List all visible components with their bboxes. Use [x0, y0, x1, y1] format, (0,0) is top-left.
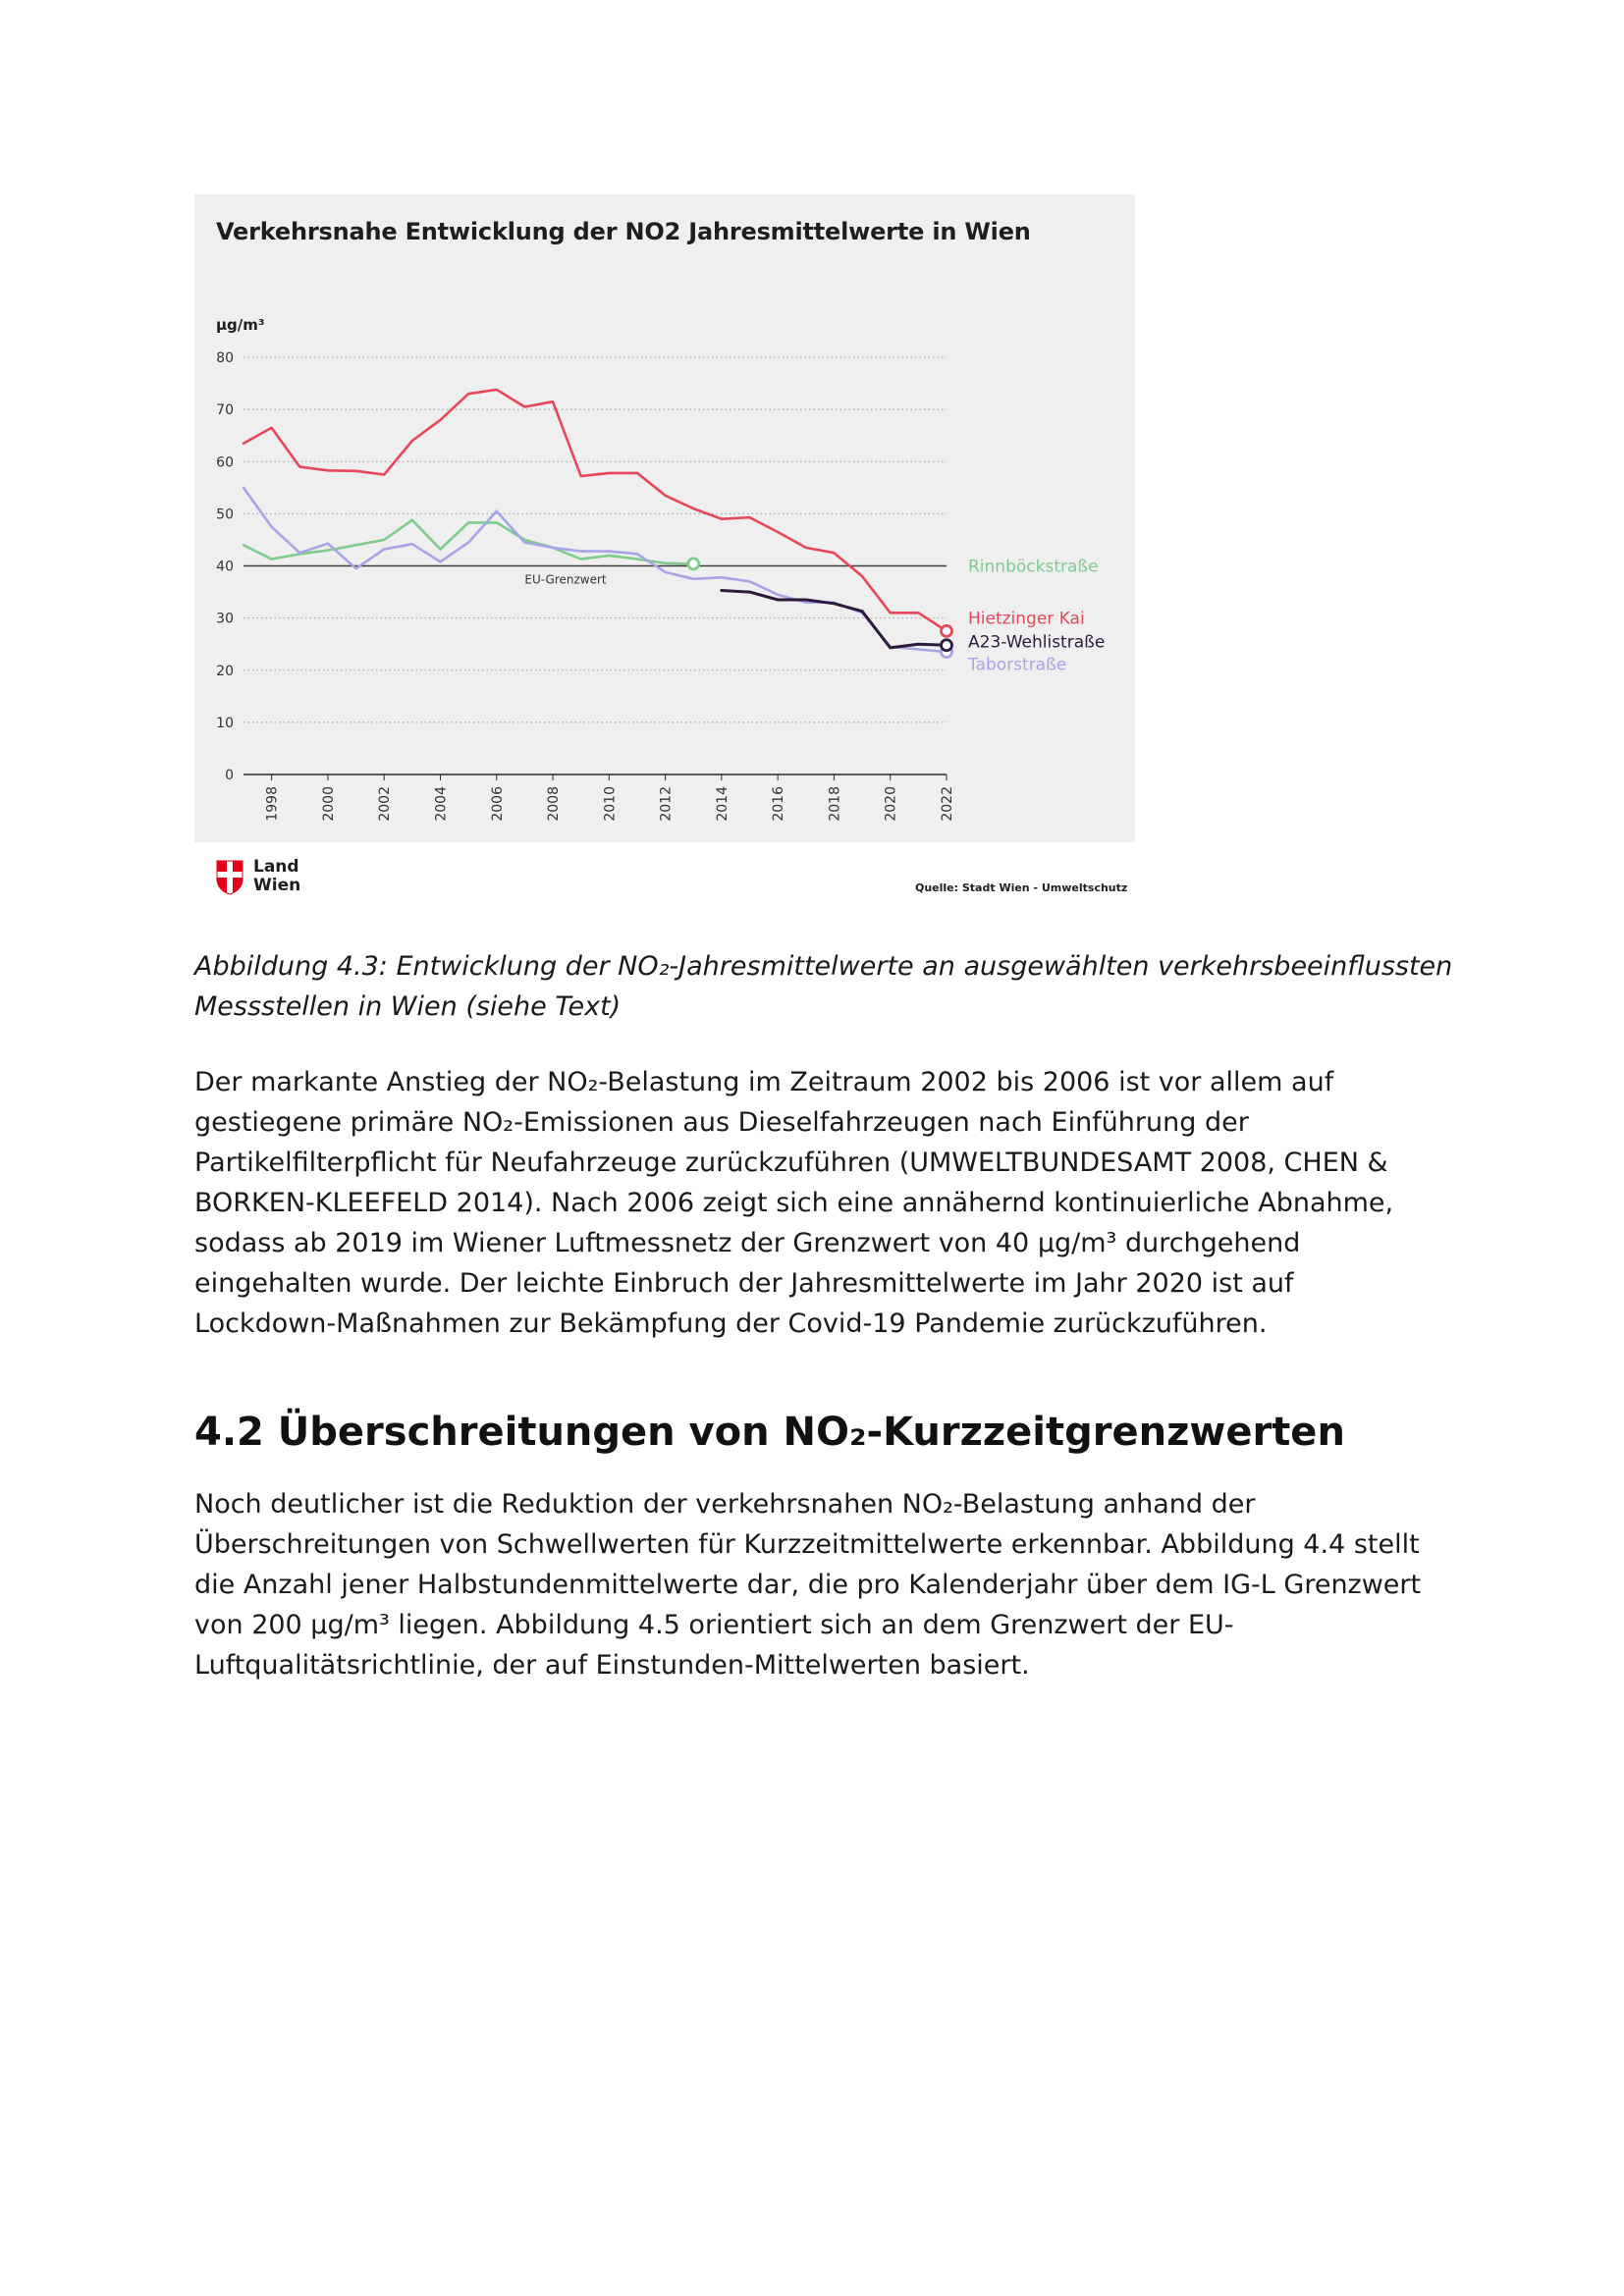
paragraph-1 — [194, 1062, 1471, 1344]
vienna-shield-icon — [216, 860, 244, 895]
caption-line: Abbildung 4.3: Entwicklung der NO₂-Jahresmittelwerte an ausgewählten verkehrsbeeinflussten — [194, 951, 1453, 982]
x-tick-label: 2022 — [940, 786, 955, 822]
paragraph-line: gestiegene primäre NO₂-Emissionen aus Dieselfahrzeugen nach Einführung der — [194, 1107, 1249, 1138]
y-tick-label: 10 — [216, 715, 234, 731]
x-tick-label: 2008 — [546, 786, 563, 822]
chart-title: Verkehrsnahe Entwicklung der NO2 Jahresmittelwerte in Wien — [216, 218, 1031, 245]
y-tick-label: 70 — [216, 402, 234, 419]
x-tick-label: 2018 — [827, 786, 843, 822]
x-tick-label: 2000 — [320, 786, 337, 822]
x-tick-label: 2020 — [883, 786, 899, 822]
x-tick-label: 2002 — [377, 786, 394, 822]
series-end-marker — [688, 559, 699, 569]
legend-label: Taborstraße — [968, 655, 1067, 675]
paragraph-2 — [194, 1484, 1471, 1685]
chart-source: Quelle: Stadt Wien - Umweltschutz — [915, 881, 1128, 894]
chart-figure — [194, 194, 1135, 842]
y-tick-label: 20 — [216, 663, 234, 679]
reference-line-label: EU-Grenzwert — [524, 572, 607, 587]
logo-text — [253, 858, 300, 895]
figure-caption — [194, 946, 1471, 1027]
legend-label: Rinnböckstraße — [968, 557, 1099, 577]
paragraph-line: Der markante Anstieg der NO₂-Belastung im Zeitraum 2002 bis 2006 ist vor allem auf — [194, 1067, 1334, 1097]
x-tick-label: 2016 — [771, 786, 787, 822]
series-end-marker — [942, 640, 952, 651]
y-tick-label: 30 — [216, 611, 234, 627]
paragraph-line: von 200 µg/m³ liegen. Abbildung 4.5 orientiert sich an dem Grenzwert der EU- — [194, 1610, 1234, 1640]
y-tick-label: 40 — [216, 559, 234, 575]
series-line — [244, 390, 947, 631]
paragraph-line: Noch deutlicher ist die Reduktion der verkehrsnahen NO₂-Belastung anhand der — [194, 1489, 1256, 1520]
line-chart — [194, 194, 1135, 842]
y-axis-unit-label: µg/m³ — [216, 316, 265, 334]
x-tick-label: 2010 — [602, 786, 619, 822]
series-end-marker — [942, 625, 952, 636]
land-wien-logo — [216, 858, 334, 897]
series-line — [244, 488, 947, 652]
y-tick-label: 50 — [216, 507, 234, 523]
series-line — [722, 591, 947, 648]
legend-label: Hietzinger Kai — [968, 609, 1085, 629]
y-tick-label: 60 — [216, 454, 234, 471]
x-tick-label: 2014 — [714, 786, 731, 822]
section-heading: 4.2 Überschreitungen von NO₂-Kurzzeitgrenzwerten — [194, 1410, 1345, 1455]
paragraph-line: die Anzahl jener Halbstundenmittelwerte dar, die pro Kalenderjahr über dem IG-L Grenzwert — [194, 1570, 1422, 1600]
x-tick-label: 2004 — [433, 786, 450, 822]
paragraph-line: Überschreitungen von Schwellwerten für Kurzzeitmittelwerte erkennbar. Abbildung 4.4 stellt — [194, 1529, 1420, 1560]
y-tick-label: 80 — [216, 350, 234, 366]
x-tick-label: 2012 — [658, 786, 675, 822]
paragraph-line: Luftqualitätsrichtlinie, der auf Einstunden-Mittelwerten basiert. — [194, 1650, 1030, 1681]
logo-line-2: Wien — [253, 876, 301, 895]
y-tick-label: 0 — [225, 768, 234, 783]
paragraph-line: eingehalten wurde. Der leichte Einbruch der Jahresmittelwerte im Jahr 2020 ist auf — [194, 1268, 1294, 1299]
x-tick-label: 2006 — [489, 786, 506, 822]
x-tick-label: 1998 — [264, 786, 281, 822]
logo-line-1: Land — [253, 857, 299, 877]
paragraph-line: Lockdown-Maßnahmen zur Bekämpfung der Covid-19 Pandemie zurückzuführen. — [194, 1308, 1268, 1339]
paragraph-line: Partikelfilterpflicht für Neufahrzeuge zurückzuführen (UMWELTBUNDESAMT 2008, CHEN & — [194, 1148, 1388, 1178]
paragraph-line: sodass ab 2019 im Wiener Luftmessnetz der Grenzwert von 40 µg/m³ durchgehend — [194, 1228, 1301, 1258]
paragraph-line: BORKEN-KLEEFELD 2014). Nach 2006 zeigt sich eine annähernd kontinuierliche Abnahme, — [194, 1188, 1394, 1218]
caption-line: Messstellen in Wien (siehe Text) — [194, 991, 622, 1022]
legend-label: A23-Wehlistraße — [968, 632, 1106, 653]
